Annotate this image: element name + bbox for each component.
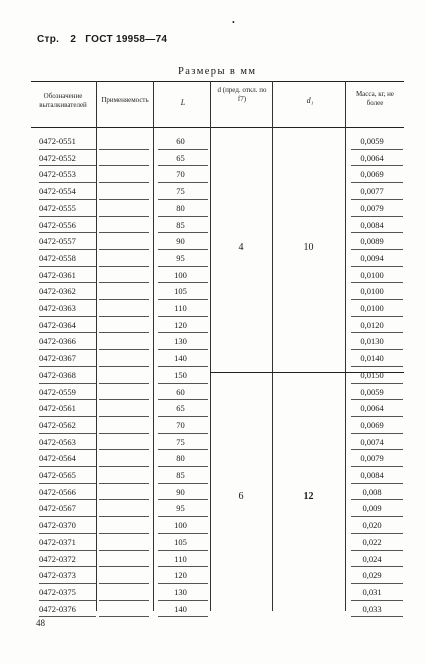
row-code: 0472-0367 bbox=[39, 353, 76, 364]
row-code: 0472-0361 bbox=[39, 269, 76, 280]
row-length: 80 bbox=[176, 202, 185, 213]
row-underline bbox=[99, 299, 149, 300]
row-mass: 0,0069 bbox=[360, 169, 384, 180]
row-mass: 0,0130 bbox=[360, 336, 384, 347]
row-code: 0472-0563 bbox=[39, 436, 76, 447]
row-code: 0472-0363 bbox=[39, 303, 76, 313]
row-code: 0472-0566 bbox=[39, 486, 76, 497]
col-head-d1: d₁ bbox=[306, 96, 314, 105]
row-underline bbox=[99, 399, 149, 400]
row-length: 140 bbox=[174, 353, 187, 364]
row-length: 80 bbox=[176, 453, 185, 464]
row-mass: 0,0079 bbox=[360, 202, 384, 213]
row-underline bbox=[99, 466, 149, 467]
row-underline bbox=[99, 332, 149, 333]
row-underline bbox=[99, 583, 149, 584]
row-underline bbox=[99, 499, 149, 500]
row-length: 130 bbox=[174, 586, 187, 597]
page-number: 48 bbox=[36, 618, 45, 628]
row-length: 120 bbox=[174, 319, 187, 330]
d-value-group-1: 4 bbox=[238, 242, 244, 253]
row-length: 75 bbox=[176, 186, 185, 197]
row-mass: 0,029 bbox=[362, 570, 382, 581]
row-code: 0472-0558 bbox=[39, 252, 76, 263]
row-mass: 0,0064 bbox=[360, 152, 384, 163]
row-mass: 0,009 bbox=[362, 503, 382, 514]
row-underline bbox=[99, 282, 149, 283]
row-length: 90 bbox=[176, 486, 185, 497]
row-mass: 0,033 bbox=[362, 603, 382, 614]
row-code: 0472-0554 bbox=[39, 186, 76, 197]
row-mass: 0,0100 bbox=[360, 269, 384, 280]
row-length: 95 bbox=[176, 503, 185, 514]
row-mass: 0,0140 bbox=[360, 353, 384, 364]
row-underline bbox=[99, 316, 149, 317]
row-underline bbox=[99, 616, 149, 617]
row-mass: 0,0150 bbox=[360, 369, 384, 380]
row-length: 65 bbox=[176, 403, 185, 414]
row-code: 0472-0370 bbox=[39, 520, 76, 531]
row-mass: 0,022 bbox=[362, 536, 382, 547]
row-code: 0472-0371 bbox=[39, 536, 76, 547]
row-length: 85 bbox=[176, 470, 185, 480]
row-length: 70 bbox=[176, 419, 185, 430]
row-mass: 0,0084 bbox=[360, 470, 384, 480]
row-mass: 0,0059 bbox=[360, 136, 384, 146]
row-mass: 0,031 bbox=[362, 586, 382, 597]
row-underline bbox=[99, 232, 149, 233]
stray-dot: • bbox=[232, 18, 235, 27]
row-mass: 0,020 bbox=[362, 520, 382, 531]
col-head-mass: Масса, кг, не более bbox=[355, 90, 395, 107]
row-length: 105 bbox=[174, 286, 187, 297]
d1-value-group-2: 12 bbox=[303, 491, 314, 502]
row-code: 0472-0373 bbox=[39, 570, 76, 581]
row-mass: 0,0084 bbox=[360, 219, 384, 230]
row-code: 0472-0557 bbox=[39, 236, 76, 247]
row-underline bbox=[99, 249, 149, 250]
table-top-rule bbox=[31, 81, 404, 82]
row-code: 0472-0375 bbox=[39, 586, 76, 597]
row-code: 0472-0366 bbox=[39, 336, 76, 347]
row-underline bbox=[99, 433, 149, 434]
row-code: 0472-0562 bbox=[39, 419, 76, 430]
row-mass: 0,0059 bbox=[360, 386, 384, 397]
row-length: 105 bbox=[174, 536, 187, 547]
row-length: 60 bbox=[176, 136, 185, 146]
page-label: Стр. bbox=[37, 34, 60, 45]
row-code: 0472-0556 bbox=[39, 219, 76, 230]
row-length: 65 bbox=[176, 152, 185, 163]
row-underline bbox=[99, 566, 149, 567]
standard-id: ГОСТ 19958—74 bbox=[85, 34, 168, 45]
row-code: 0472-0368 bbox=[39, 369, 76, 380]
row-underline bbox=[99, 199, 149, 200]
row-underline bbox=[99, 416, 149, 417]
row-code: 0472-0362 bbox=[39, 286, 76, 297]
row-code: 0472-0567 bbox=[39, 503, 76, 514]
row-length: 75 bbox=[176, 436, 185, 447]
col-divider-3 bbox=[210, 81, 211, 611]
row-underline bbox=[99, 516, 149, 517]
row-length: 70 bbox=[176, 169, 185, 180]
row-underline bbox=[99, 483, 149, 484]
d-value-group-2: 6 bbox=[238, 491, 244, 502]
row-length: 110 bbox=[174, 553, 187, 564]
row-code: 0472-0561 bbox=[39, 403, 76, 414]
row-length: 140 bbox=[174, 603, 187, 614]
row-underline bbox=[99, 149, 149, 150]
row-length: 95 bbox=[176, 252, 185, 263]
row-length: 100 bbox=[174, 520, 187, 531]
row-code: 0472-0564 bbox=[39, 453, 76, 464]
row-underline bbox=[99, 383, 149, 384]
row-underline bbox=[99, 366, 149, 367]
row-mass: 0,0089 bbox=[360, 236, 384, 247]
row-mass: 0,0100 bbox=[360, 303, 384, 313]
table-header-rule bbox=[31, 127, 404, 128]
row-mass: 0,0077 bbox=[360, 186, 384, 197]
row-mass: 0,0100 bbox=[360, 286, 384, 297]
row-code: 0472-0565 bbox=[39, 470, 76, 480]
row-length: 150 bbox=[174, 369, 187, 380]
row-length: 130 bbox=[174, 336, 187, 347]
row-length: 100 bbox=[174, 269, 187, 280]
row-length: 60 bbox=[176, 386, 185, 397]
row-length: 110 bbox=[174, 303, 187, 313]
col-head-usage: Применяемость bbox=[101, 96, 149, 104]
table-caption: Размеры в мм bbox=[178, 66, 257, 77]
row-mass: 0,0094 bbox=[360, 252, 384, 263]
row-length: 120 bbox=[174, 570, 187, 581]
row-underline bbox=[99, 550, 149, 551]
row-underline bbox=[99, 216, 149, 217]
row-mass: 0,0064 bbox=[360, 403, 384, 414]
row-code: 0472-0559 bbox=[39, 386, 76, 397]
row-underline bbox=[99, 165, 149, 166]
col-divider-5 bbox=[345, 81, 346, 611]
row-mass: 0,0069 bbox=[360, 419, 384, 430]
row-code: 0472-0376 bbox=[39, 603, 76, 614]
row-length: 85 bbox=[176, 219, 185, 230]
row-length: 90 bbox=[176, 236, 185, 247]
row-underline bbox=[99, 266, 149, 267]
col-head-d: d (пред. откл. по f7) bbox=[217, 86, 267, 103]
row-code: 0472-0551 bbox=[39, 136, 76, 146]
row-code: 0472-0552 bbox=[39, 152, 76, 163]
row-mass: 0,0074 bbox=[360, 436, 384, 447]
row-mass: 0,0079 bbox=[360, 453, 384, 464]
col-head-L: L bbox=[180, 98, 186, 107]
row-code: 0472-0555 bbox=[39, 202, 76, 213]
row-underline bbox=[99, 533, 149, 534]
page-number-top: 2 bbox=[70, 34, 77, 45]
row-mass: 0,024 bbox=[362, 553, 382, 564]
row-mass: 0,0120 bbox=[360, 319, 384, 330]
row-underline bbox=[99, 349, 149, 350]
d1-value-group-1: 10 bbox=[303, 242, 314, 253]
col-divider-4 bbox=[272, 81, 273, 611]
page-header bbox=[37, 34, 167, 45]
row-underline bbox=[99, 449, 149, 450]
row-code: 0472-0553 bbox=[39, 169, 76, 180]
row-code: 0472-0372 bbox=[39, 553, 76, 564]
row-underline bbox=[99, 182, 149, 183]
row-mass: 0,008 bbox=[362, 486, 382, 497]
row-underline bbox=[99, 600, 149, 601]
row-code: 0472-0364 bbox=[39, 319, 76, 330]
col-head-code: Обозначение выталкивателей bbox=[39, 92, 87, 109]
